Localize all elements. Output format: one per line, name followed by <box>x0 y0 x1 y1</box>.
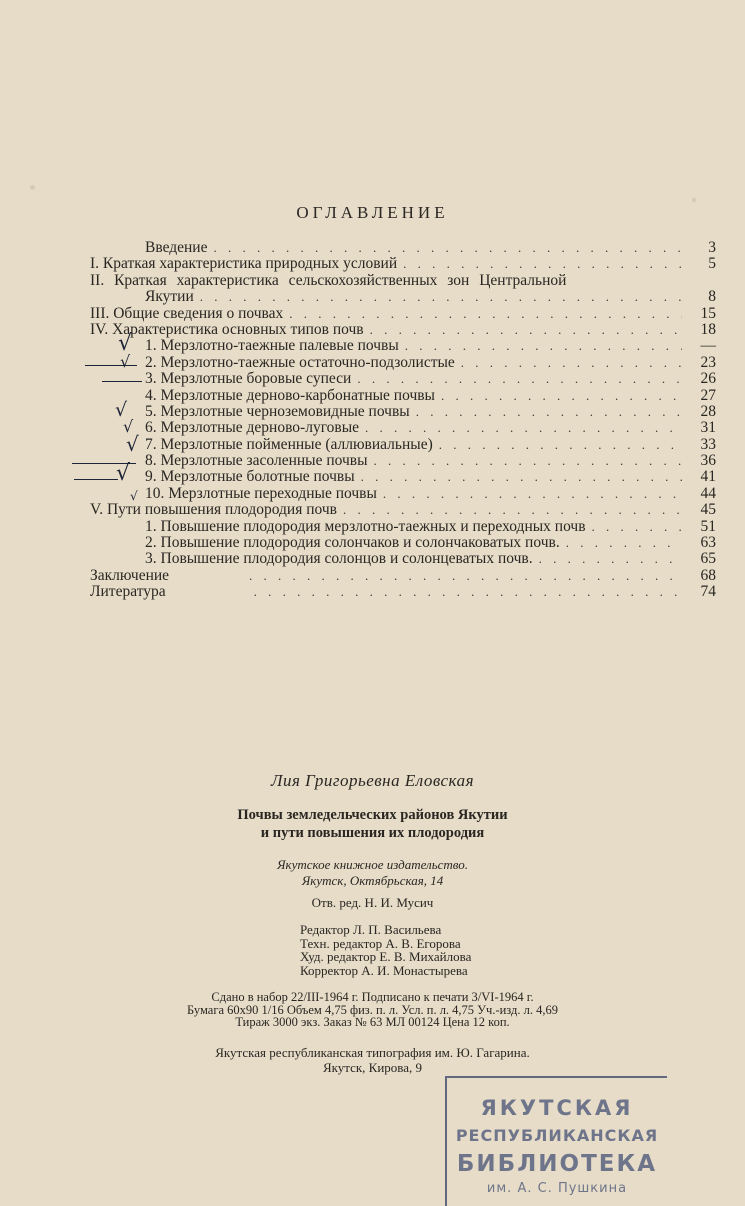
toc-label: III. Общие сведения о почвах <box>90 304 284 322</box>
leader-dots <box>343 502 682 518</box>
leader-dots <box>416 404 682 420</box>
staff-line: Корректор А. И. Монастырева <box>300 962 468 978</box>
toc-label: 1. Повышение плодородия мерзлотно-таежных и переходных почв <box>145 517 586 535</box>
toc-label: 9. Мерзлотные болотные почвы <box>145 468 355 486</box>
toc-label: 5. Мерзлотные черноземовидные почвы <box>145 402 410 420</box>
editorial-staff <box>300 923 471 977</box>
toc-page: 28 <box>700 402 716 420</box>
toc-row <box>90 551 716 567</box>
toc-row <box>90 431 716 456</box>
toc-page: 65 <box>700 550 716 568</box>
book-title-line: Почвы земледельческих районов Якутии <box>237 807 508 823</box>
publisher-address: Якутск, Октябрьская, 14 <box>301 873 444 888</box>
stamp-line: РЕСПУБЛИКАНСКАЯ <box>455 1126 659 1145</box>
toc-row <box>90 240 716 256</box>
toc-page: 27 <box>700 386 716 404</box>
leader-dots <box>383 486 682 502</box>
staff-line: Худ. редактор Е. В. Михайлова <box>300 949 472 964</box>
printer-address: Якутск, Кирова, 9 <box>322 1060 423 1075</box>
paper-speck <box>30 185 35 190</box>
toc-row <box>90 322 716 338</box>
printer-name: Якутская республиканская типография им. Ю. Гагарина. <box>215 1045 530 1060</box>
leader-dots <box>289 306 682 322</box>
stamp-line: ЯКУТСКАЯ <box>480 1096 634 1120</box>
toc-label: Литература <box>90 583 166 601</box>
toc-label: I. Краткая характеристика природных условий <box>90 255 398 273</box>
stamp-line: им. А. С. Пушкина <box>486 1181 628 1196</box>
toc-page: 18 <box>700 320 716 338</box>
imprint-details <box>0 991 745 1029</box>
toc-page: 51 <box>700 517 716 535</box>
toc-page: 63 <box>700 534 716 552</box>
leader-dots <box>441 388 682 404</box>
toc-label: 10. Мерзлотные переходные почвы <box>145 484 377 502</box>
toc-row <box>90 331 716 357</box>
pencil-check-icon: √ <box>123 417 134 437</box>
toc-title: ОГЛАВЛЕНИЕ <box>296 203 449 222</box>
toc-page: 31 <box>700 419 716 437</box>
imprint-line: Сдано в набор 22/III-1964 г. Подписано к печати 3/VI-1964 г. <box>211 990 534 1004</box>
toc-row <box>90 502 716 518</box>
toc-row <box>90 519 716 535</box>
toc-page: 45 <box>700 501 716 519</box>
toc-label: 8. Мерзлотные засоленные почвы <box>145 452 368 470</box>
pencil-check-icon: √ <box>120 351 131 371</box>
leader-dots <box>539 551 682 567</box>
toc-page: 33 <box>700 435 716 453</box>
toc-row <box>90 306 716 322</box>
pencil-check-icon: √ <box>116 461 131 487</box>
toc-page: 41 <box>700 468 716 486</box>
responsible-editor: Отв. ред. Н. И. Мусич <box>311 895 434 910</box>
toc-page: 8 <box>708 288 716 306</box>
toc-row <box>90 398 716 421</box>
stamp-line: БИБЛИОТЕКА <box>456 1151 658 1177</box>
toc-label: 3. Повышение плодородия солонцов и солонцеватых почв. <box>145 550 533 568</box>
leader-dots <box>461 355 682 371</box>
toc-label: Якутии <box>145 288 194 306</box>
toc-label: Введение <box>145 239 208 256</box>
staff-line: Техн. редактор А. В. Егорова <box>300 935 461 951</box>
toc-page: 74 <box>700 583 716 601</box>
leader-dots <box>439 437 682 453</box>
pencil-check-icon: √ <box>118 331 133 357</box>
toc-page: 68 <box>700 566 716 584</box>
toc-page: 23 <box>700 353 716 371</box>
leader-dots <box>592 519 682 535</box>
toc-label: 2. Повышение плодородия солончаков и солончаковатых почв. <box>145 534 560 552</box>
book-title <box>0 806 745 842</box>
toc-page: 15 <box>700 304 716 322</box>
toc-row <box>90 351 716 371</box>
toc-row <box>90 486 716 502</box>
toc-label: II. Краткая характеристика сельскохозяйственных зон Центральной <box>90 271 567 289</box>
toc-row <box>90 568 716 584</box>
toc-page: 3 <box>708 239 716 256</box>
toc-row <box>90 584 716 600</box>
leader-dots <box>361 469 682 485</box>
toc-row <box>90 453 716 469</box>
toc-row <box>90 273 716 289</box>
leader-dots <box>405 338 682 354</box>
imprint-line: Тираж 3000 экз. Заказ № 63 МЛ 00124 Цена 12 коп. <box>235 1015 510 1029</box>
toc-label: 2. Мерзлотно-таежные остаточно-подзолистые <box>145 353 455 371</box>
toc-row <box>90 256 716 272</box>
toc-label: IV. Характеристика основных типов почв <box>90 320 364 338</box>
toc-row <box>90 388 716 404</box>
toc-row <box>90 371 716 387</box>
publisher-name: Якутское книжное издательство. <box>276 857 469 872</box>
book-title-line: и пути повышения их плодородия <box>260 825 485 841</box>
pencil-check-icon: √ <box>115 398 128 421</box>
toc-row <box>90 535 716 551</box>
leader-dots <box>357 371 682 387</box>
leader-dots <box>249 568 682 584</box>
toc-page: — <box>700 337 716 355</box>
publisher-info <box>0 857 745 889</box>
leader-dots <box>566 535 682 551</box>
staff-line: Редактор Л. П. Васильева <box>300 922 442 937</box>
leader-dots <box>200 289 682 305</box>
leader-dots <box>254 584 682 600</box>
leader-dots <box>374 453 682 469</box>
imprint-line: Бумага 60x90 1/16 Объем 4,75 физ. п. л. Усл. п. л. 4,75 Уч.-изд. л. 4,69 <box>187 1002 558 1017</box>
pencil-check-icon: √ <box>130 488 138 503</box>
toc-label: 4. Мерзлотные дерново-карбонатные почвы <box>145 386 435 404</box>
toc-label: 7. Мерзлотные пойменные (аллювиальные) <box>145 435 433 453</box>
toc-label: 1. Мерзлотно-таежные палевые почвы <box>145 337 399 355</box>
toc-label: V. Пути повышения плодородия почв <box>90 501 337 519</box>
library-stamp <box>445 1076 667 1206</box>
paper-speck <box>692 198 696 202</box>
pencil-dash-mark <box>102 381 142 382</box>
leader-dots <box>403 256 682 272</box>
toc-label: 3. Мерзлотные боровые супеси <box>145 370 352 388</box>
toc-label: 6. Мерзлотные дерново-луговые <box>145 419 360 437</box>
author-name: Лия Григорьевна Еловская <box>271 771 474 790</box>
pencil-dash-mark <box>74 479 118 480</box>
table-of-contents <box>90 240 716 601</box>
toc-page: 26 <box>700 370 716 388</box>
leader-dots <box>365 420 682 436</box>
toc-page: 44 <box>700 484 716 502</box>
toc-row <box>90 417 716 437</box>
toc-row <box>90 289 716 305</box>
leader-dots <box>370 322 682 338</box>
toc-label: Заключение <box>90 566 170 584</box>
pencil-check-icon: √ <box>126 431 139 456</box>
toc-page: 36 <box>700 452 716 470</box>
printer-info <box>0 1045 745 1075</box>
leader-dots <box>213 240 682 256</box>
toc-page: 5 <box>708 255 716 273</box>
